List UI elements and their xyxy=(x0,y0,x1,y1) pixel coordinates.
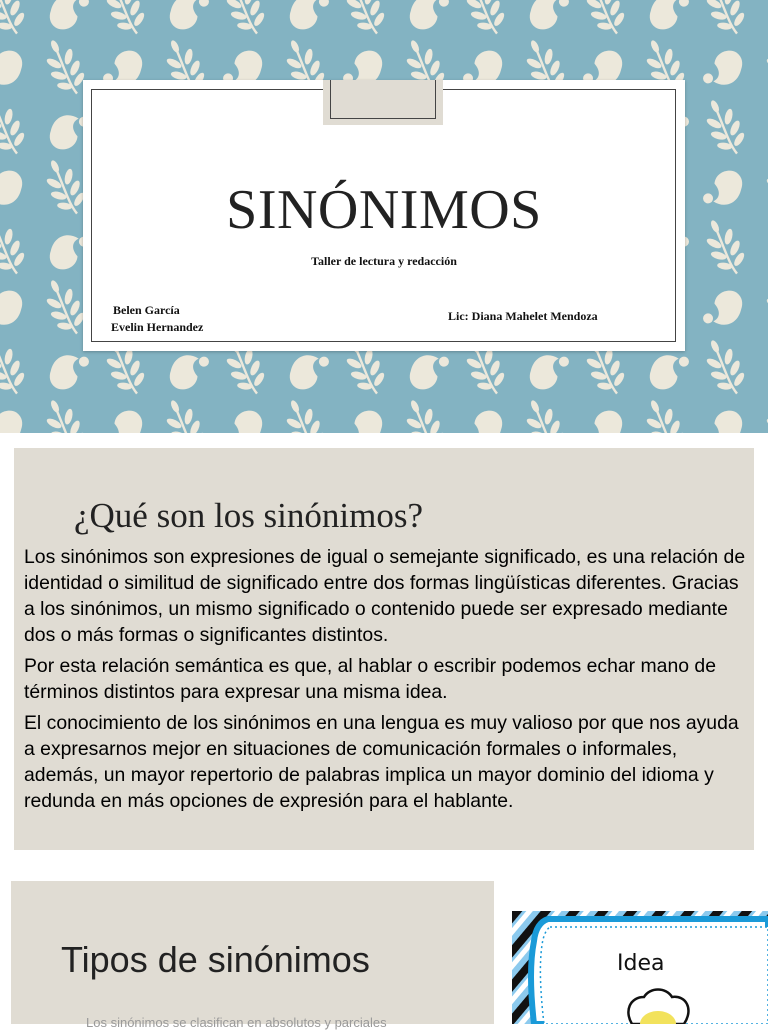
types-cut-text: Los sinónimos se clasifican en absolutos y parciales xyxy=(86,1015,387,1030)
types-heading: Tipos de sinónimos xyxy=(61,939,370,980)
teacher-name: Lic: Diana Mahelet Mendoza xyxy=(448,309,598,323)
presentation-title: SINÓNIMOS xyxy=(226,179,542,241)
presentation-subtitle: Taller de lectura y redacción xyxy=(311,254,457,268)
definition-paragraph: El conocimiento de los sinónimos en una lengua es muy valioso por que nos ayuda a expresarnos mejor en situaciones de comunicación formales o informales, además, un mayor repertorio de palabras implica un mayor dominio del idioma y redunda en más opciones de expresión para el hablante. xyxy=(24,712,739,812)
author-name: Evelin Hernandez xyxy=(111,320,204,334)
types-slide xyxy=(11,881,494,1030)
definition-body xyxy=(24,544,752,819)
card-tab-frame xyxy=(330,80,436,119)
definition-paragraph: Los sinónimos son expresiones de igual o semejante significado, es una relación de identidad o similitud de significado entre dos formas lingüísticas diferentes. Gracias a los sinónimos, un mismo significado o contenido puede ser expresado mediante dos o más formas o significantes distintos. xyxy=(24,546,746,646)
idea-label: Idea xyxy=(617,951,665,976)
title-card xyxy=(83,80,685,351)
title-slide xyxy=(0,0,768,433)
idea-card-image xyxy=(512,911,768,1024)
definition-paragraph: Por esta relación semántica es que, al hablar o escribir podemos echar mano de términos distintos para expresar una misma idea. xyxy=(24,655,716,703)
card-tab xyxy=(323,80,443,125)
definition-heading: ¿Qué son los sinónimos? xyxy=(74,496,424,535)
authors-block xyxy=(113,302,203,336)
author-name: Belen García xyxy=(113,303,180,317)
